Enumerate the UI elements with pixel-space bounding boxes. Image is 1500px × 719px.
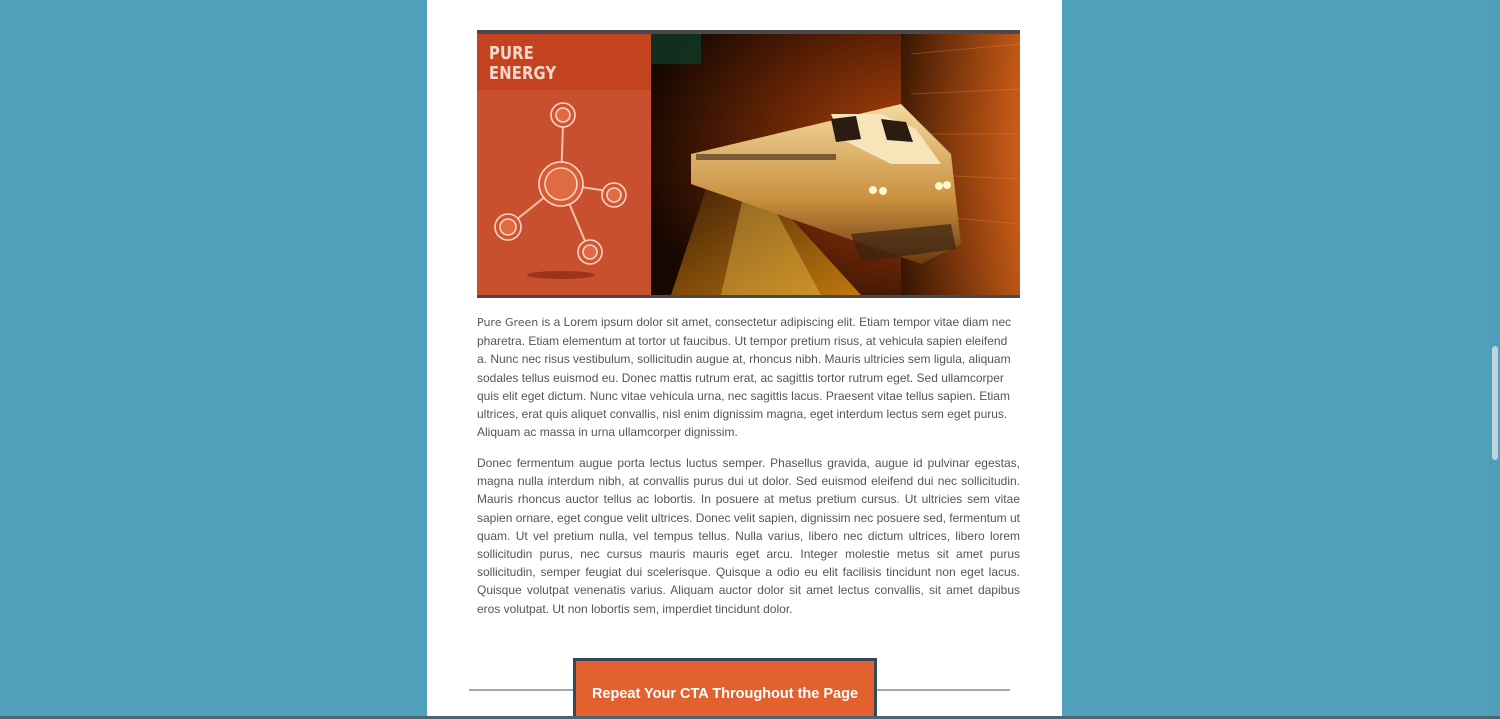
hero-brand-panel	[477, 34, 651, 295]
hero-banner	[477, 30, 1020, 298]
cta-button[interactable]: Repeat Your CTA Throughout the Page	[573, 658, 877, 719]
email-content-column	[427, 0, 1062, 719]
brand-title: PURE ENERGY	[489, 43, 557, 84]
scrollbar-thumb[interactable]	[1492, 346, 1498, 460]
molecule-icon	[477, 34, 651, 295]
article-paragraph-2: Donec fermentum augue porta lectus luctus semper. Phasellus gravida, augue id pulvinar egestas, magna nulla interdum nibh, at convallis purus dui ut dolor. Sed euismod eleifend dui nec sollicitudin. Mauris rhoncus auctor tellus ac lobortis. In posuere at metus pretium cursus. Ut ultricies sem vitae sapien ornare, eget congue velit ultrices. Donec velit sapien, dignissim nec posuere sed, fermentum ut quam. Ut vel pretium nulla, vel tempus tellus. Nulla varius, libero nec dictum ultrices, libero lorem sollicitudin purus, nec cursus mauris mauris eget arcu. Integer molestie metus sit amet purus sollicitudin, semper feugiat dui scelerisque. Quisque a odio eu elit facilisis tincidunt non eget lacus. Quisque volutpat venenatis varius. Aliquam auctor dolor sit amet lectus convallis, sit amet dapibus eros volutpat. Ut non lobortis sem, imperdiet tincidunt dolor.	[477, 456, 1020, 616]
train-photo	[651, 34, 1020, 295]
brand-name: Pure Green	[477, 316, 539, 329]
paragraph-1-text: is a Lorem ipsum dolor sit amet, consectetur adipiscing elit. Etiam tempor vitae diam nec pharetra. Etiam elementum at tortor ut faucibus. Ut tempor pretium risus, at vehicula sapien eleifend a. Nunc nec risus vestibulum, sollicitudin augue at, rhoncus nibh. Mauris ultricies sem ligula, aliquam sodales tellus euismod eu. Donec mattis rutrum erat, ac sagittis tortor rutrum eget. Sed ullamcorper quis elit eget dictum. Nunc vitae vehicula urna, nec sagittis lacus. Praesent vitae tellus sapien. Etiam ultrices, erat quis aliquet convallis, nisl enim dignissim magna, eget interdum lectus sem eget purus. Aliquam ac massa in urna ullamcorper dignissim.	[477, 315, 1012, 440]
train-photo-illustration	[651, 34, 1020, 295]
article-paragraph-1	[477, 313, 1020, 441]
